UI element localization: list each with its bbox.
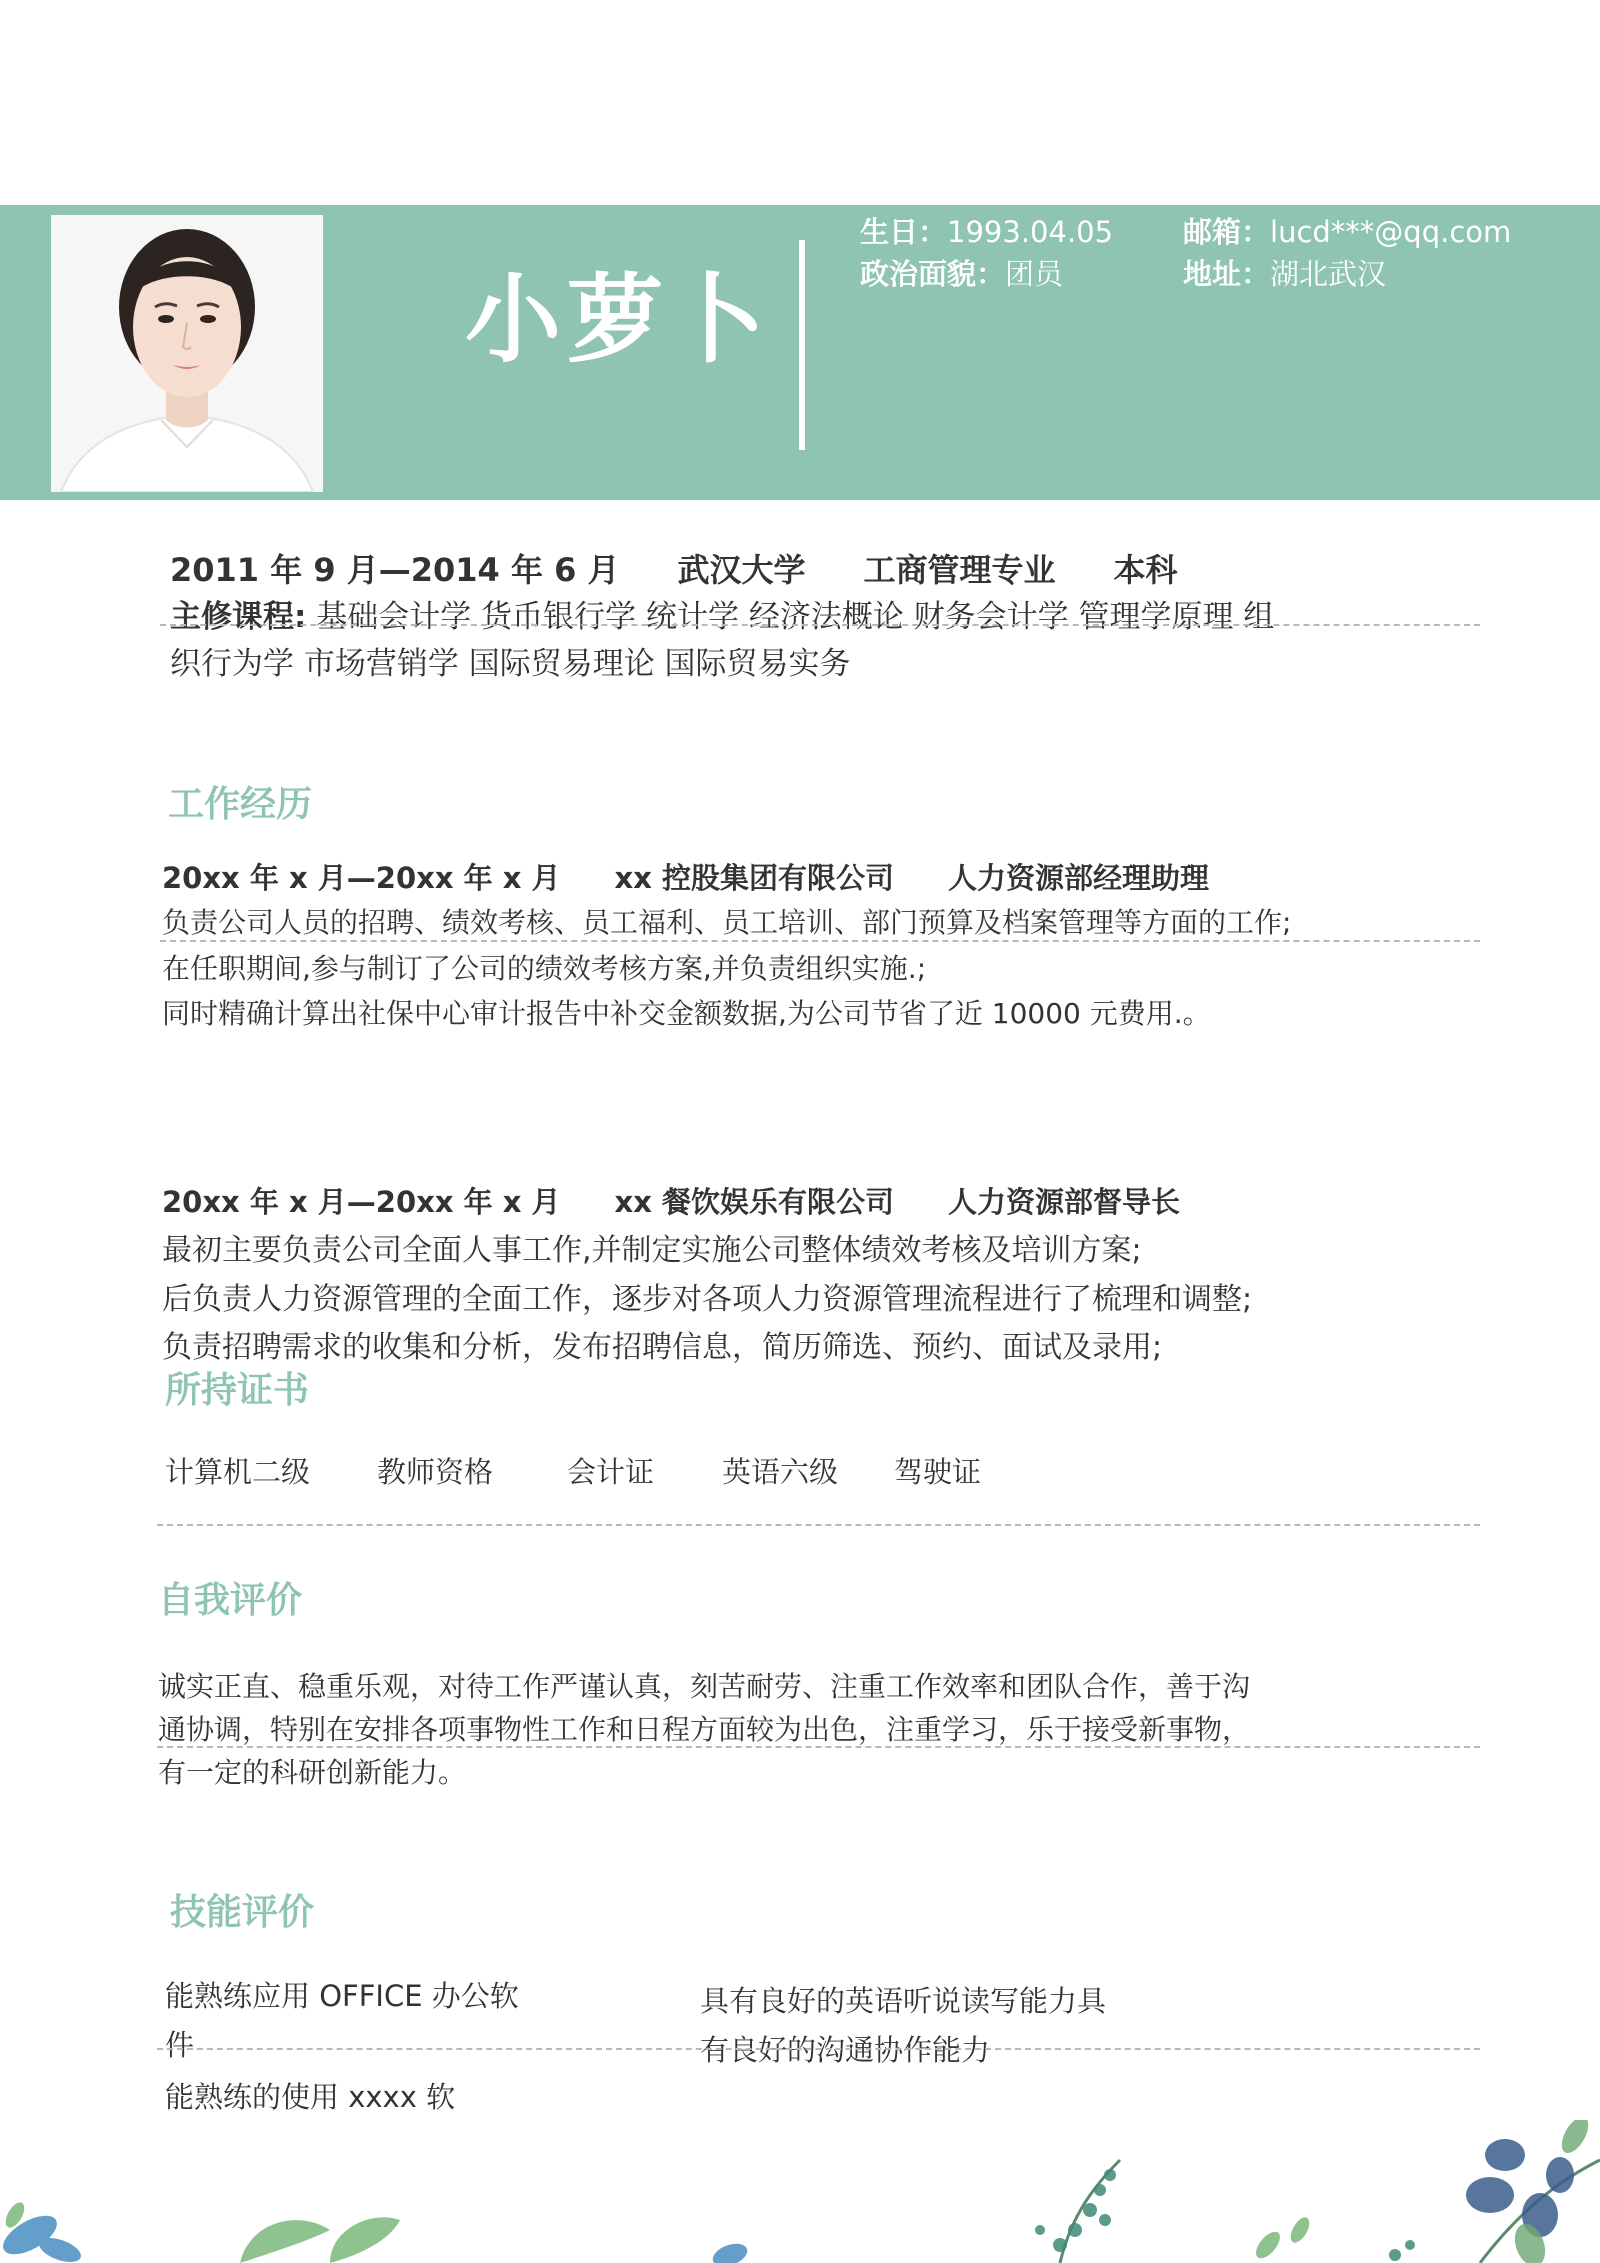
education-major: 工商管理专业 — [863, 551, 1056, 589]
birthday-value: 1993.04.05 — [947, 215, 1114, 249]
divider — [157, 1746, 1480, 1748]
birthday-label: 生日： — [860, 215, 948, 249]
job-1-line-2: 在任职期间,参与制订了公司的绩效考核方案,并负责组织实施.; — [162, 952, 927, 985]
education-degree: 本科 — [1113, 551, 1178, 589]
address-row — [1183, 257, 1387, 291]
self-evaluation-line-1: 诚实正直、稳重乐观，对待工作严谨认真，刻苦耐劳、注重工作效率和团队合作，善于沟 — [158, 1670, 1251, 1703]
job-2-line-1: 最初主要负责公司全面人事工作,并制定实施公司整体绩效考核及培训方案; — [162, 1233, 1142, 1268]
header-divider — [799, 240, 805, 450]
courses-line-2: 织行为学 市场营销学 国际贸易理论 国际贸易实务 — [170, 646, 851, 682]
email-label: 邮箱： — [1183, 215, 1271, 249]
self-evaluation-line-3: 有一定的科研创新能力。 — [158, 1756, 467, 1789]
education-header — [170, 545, 1236, 591]
skills-right-line-2: 有良好的沟通协作能力 — [700, 2033, 991, 2067]
self-evaluation-line-2: 通协调，特别在安排各项事物性工作和日程方面较为出色，注重学习，乐于接受新事物， — [158, 1713, 1251, 1746]
divider — [160, 624, 1480, 626]
certificate-item: 英语六级 — [722, 1455, 839, 1489]
job-1-position: 人力资源部经理助理 — [948, 861, 1210, 895]
self-evaluation-section-title: 自我评价 — [158, 1580, 303, 1621]
skills-section-title: 技能评价 — [170, 1892, 315, 1933]
skills-left-line-3: 能熟练的使用 xxxx 软 — [165, 2080, 456, 2114]
email-value[interactable]: lucd***@qq.com — [1270, 215, 1512, 249]
certificate-item: 教师资格 — [377, 1455, 494, 1489]
certificates-section-title: 所持证书 — [165, 1370, 310, 1411]
email-row — [1183, 215, 1512, 249]
skills-left-line-1: 能熟练应用 OFFICE 办公软 — [165, 1979, 519, 2013]
birthday-row — [860, 215, 1114, 249]
work-section-title: 工作经历 — [168, 784, 313, 825]
divider — [157, 2048, 1480, 2050]
certificate-item: 会计证 — [567, 1455, 655, 1489]
job-1-line-3: 同时精确计算出社保中心审计报告中补交金额数据,为公司节省了近 10000 元费用.。 — [162, 997, 1211, 1030]
job-1-period: 20xx 年 x 月—20xx 年 x 月 — [162, 861, 561, 895]
skills-left-line-2: 件 — [165, 2028, 195, 2062]
job-2-line-3: 负责招聘需求的收集和分析，发布招聘信息，简历筛选、预约、面试及录用; — [162, 1330, 1163, 1365]
botanical-decoration-icon — [0, 2120, 1600, 2263]
job-1-header — [162, 856, 1263, 897]
job-2-header — [162, 1180, 1234, 1221]
courses-label: 主修课程: — [170, 599, 307, 635]
job-2-line-2: 后负责人力资源管理的全面工作，逐步对各项人力资源管理流程进行了梳理和调整; — [162, 1282, 1253, 1317]
divider — [160, 940, 1480, 942]
courses-text-1: 基础会计学 货币银行学 统计学 经济法概论 财务会计学 管理学原理 组 — [316, 599, 1275, 635]
certificates-list — [165, 1450, 981, 1491]
skills-right-line-1: 具有良好的英语听说读写能力具 — [700, 1984, 1107, 2018]
education-period: 2011 年 9 月—2014 年 6 月 — [170, 551, 620, 589]
certificate-item: 驾驶证 — [894, 1455, 982, 1489]
politics-label: 政治面貌： — [860, 257, 1006, 291]
address-value: 湖北武汉 — [1270, 257, 1387, 291]
politics-value: 团员 — [1005, 257, 1064, 291]
candidate-name: 小萝卜 — [465, 264, 771, 376]
divider — [157, 1524, 1480, 1526]
profile-photo — [51, 215, 323, 492]
address-label: 地址： — [1183, 257, 1271, 291]
job-1-line-1: 负责公司人员的招聘、绩效考核、员工福利、员工培训、部门预算及档案管理等方面的工作; — [162, 906, 1292, 939]
job-2-company: xx 餐饮娱乐有限公司 — [614, 1185, 895, 1219]
job-2-period: 20xx 年 x 月—20xx 年 x 月 — [162, 1185, 561, 1219]
job-1-company: xx 控股集团有限公司 — [614, 861, 895, 895]
job-2-position: 人力资源部督导长 — [948, 1185, 1181, 1219]
education-school: 武汉大学 — [677, 551, 806, 589]
certificate-item: 计算机二级 — [165, 1455, 311, 1489]
politics-row — [860, 257, 1064, 291]
courses-line-1 — [170, 591, 1274, 636]
